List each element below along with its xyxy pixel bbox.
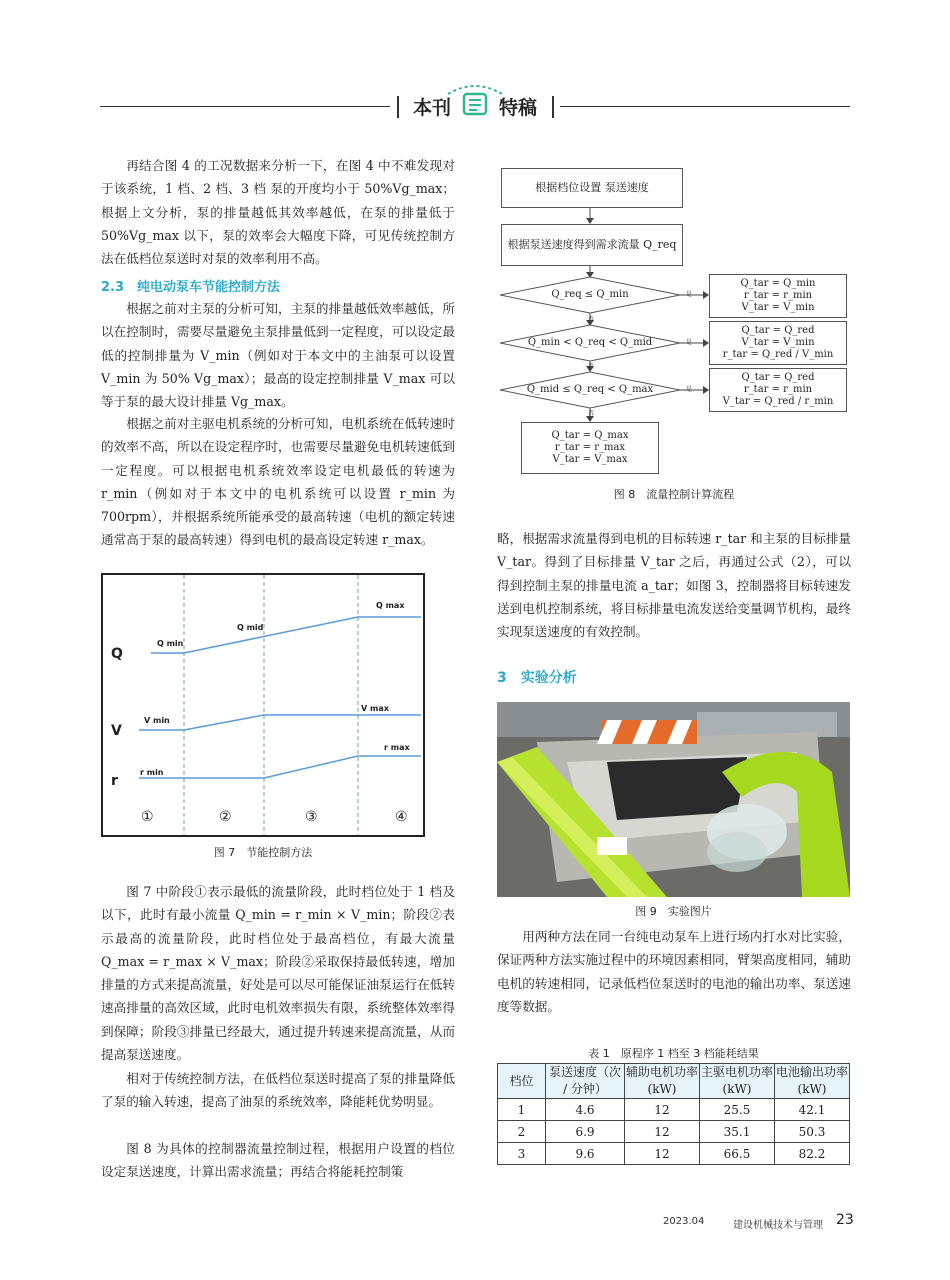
- left-paragraph-4: 图 7 中阶段①表示最低的流量阶段，此时档位处于 1 档及以下，此时有最小流量 Q_min = r_min × V_min；阶段②表示最高的流量阶段，此时档位处于最高档位，有最大流量 Q_max = r_max × V_max；阶段②采取保持最低转速，增加排量的方式来提高流量，好处是可以尽可能保证油泵运行在低转速高排量的高效区域，此时电机效率损失有限，系统整体效率得到保障；阶段③排量已经最大，通过提升转速来提高流量，从而提高泵送速度。: [101, 884, 455, 1063]
- fig7-label-qmid: Q mid: [237, 623, 264, 632]
- right-paragraph-1: 略，根据需求流量得到电机的目标转速 r_tar 和主泵的目标排量 V_tar。得到了目标排量 V_tar 之后，再通过公式（2），可以得到控制主泵的排量电流 a_tar；如图 3，控制器将目标转速发送到电机控制系统，将目标排量电流发送给变量调节机构，最终实现泵送速度的有效控制。: [497, 531, 851, 640]
- footer-issue: 2023.04: [663, 1216, 705, 1227]
- table-cell: 9.6: [546, 1143, 625, 1165]
- fig8-caption: 图 8 流量控制计算流程: [613, 488, 735, 501]
- page-number: 23: [836, 1212, 854, 1228]
- table-cell: 35.1: [700, 1121, 775, 1143]
- fig8-yes-2: 是: [686, 339, 693, 346]
- fig8-result-2: [709, 321, 847, 365]
- left-paragraph-5: 相对于传统控制方法，在低档位泵送时提高了泵的排量降低了泵的输入转速，提高了油泵的系统效率，降能耗优势明显。: [101, 1071, 455, 1110]
- fig8-yes-3: 是: [686, 386, 693, 393]
- header-left-text: 本刊: [413, 97, 452, 119]
- fig8-result-2-line-2: V_tar = V_min: [741, 337, 815, 348]
- table-cell: 82.2: [775, 1143, 850, 1165]
- fig9-photo-drawing: [497, 702, 850, 897]
- table-header-main-motor: 主驱电机功率(kW): [700, 1064, 775, 1099]
- fig8-no-3: 否: [588, 410, 595, 417]
- table-cell: 2: [498, 1121, 546, 1143]
- fig7-label-vmin: V min: [144, 716, 170, 725]
- right-paragraph-2: 用两种方法在同一台纯电动泵车上进行场内打水对比实验，保证两种方法实施过程中的环境因素相同，臂架高度相同，辅助电机的转速相同，记录低档位泵送时的电池的输出功率、泵送速度等数据。: [497, 929, 851, 1014]
- left-paragraph-6: 图 8 为具体的控制器流量控制过程，根据用户设置的档位设定泵送速度，计算出需求流量；再结合将能耗控制策: [101, 1141, 455, 1180]
- fig8-box-gear-speed: 根据档位设置 泵送速度: [501, 168, 683, 208]
- header-bar-left: [397, 96, 399, 118]
- fig7-axis-v: V: [111, 723, 122, 739]
- footer-journal: 建设机械技术与管理: [733, 1220, 823, 1231]
- fig8-result-4: [521, 422, 659, 474]
- table-row: [498, 1143, 850, 1165]
- fig8-decision-1: Q_req ≤ Q_min: [551, 289, 629, 300]
- table-cell: 12: [625, 1143, 700, 1165]
- fig8-result-2-line-1: Q_tar = Q_red: [741, 325, 815, 336]
- table-cell: 6.9: [546, 1121, 625, 1143]
- fig8-result-1-line-2: r_tar = r_min: [743, 290, 813, 301]
- table-1: [497, 1063, 850, 1165]
- fig8-result-1: [709, 274, 847, 318]
- header-right-text: 特稿: [499, 97, 538, 119]
- header-rule-left: [100, 106, 390, 107]
- table-cell: 50.3: [775, 1121, 850, 1143]
- table-cell: 12: [625, 1099, 700, 1121]
- table-header-gear: 档位: [498, 1064, 546, 1099]
- fig8-result-3: [709, 368, 847, 412]
- table-cell: 1: [498, 1099, 546, 1121]
- table-cell: 25.5: [700, 1099, 775, 1121]
- table-cell: 12: [625, 1121, 700, 1143]
- fig8-result-4-line-2: r_tar = r_max: [554, 442, 626, 453]
- fig8-result-4-line-3: V_tar = V_max: [552, 454, 628, 465]
- table-header-aux-motor: 辅助电机功率(kW): [625, 1064, 700, 1099]
- fig7-stage-1: ①: [141, 809, 154, 825]
- table-cell: 42.1: [775, 1099, 850, 1121]
- left-paragraph-3: 根据之前对主驱电机系统的分析可知，电机系统在低转速时的效率不高，所以在设定程序时，也需要尽量避免电机转速低到一定程度。可以根据电机系统效率设定电机最低的转速为 r_min（例如对于本文中的电机系统可以设置 r_min 为 700rpm），并根据系统所能承受的最高转速（电机的额定转速通常高于泵的最高转速）得到电机的最高设定转速 r_max。: [101, 416, 455, 548]
- fig7-stage-2: ②: [219, 809, 232, 825]
- table-header-pump-speed: 泵送速度（次 / 分钟）: [546, 1064, 625, 1099]
- fig8-result-1-line-1: Q_tar = Q_min: [740, 278, 816, 289]
- fig7-label-rmax: r max: [384, 743, 410, 752]
- fig7-label-qmax: Q max: [376, 601, 405, 610]
- section-3-heading: 3 实验分析: [497, 670, 577, 686]
- fig8-result-1-line-3: V_tar = V_min: [741, 302, 815, 313]
- left-paragraph-2: 根据之前对主泵的分析可知，主泵的排量越低效率越低，所以在控制时，需要尽量避免主泵排量低到一定程度，可以设定最低的控制排量为 V_min（例如对于本文中的主油泵可以设置 V_min 为 50% Vg_max）；最高的设定控制排量 V_max 可以等于泵的最大设计排量 Vg_max。: [101, 301, 455, 410]
- fig7-stage-3: ③: [305, 809, 318, 825]
- fig8-result-4-line-1: Q_tar = Q_max: [551, 430, 629, 441]
- fig8-yes-1: 是: [686, 291, 693, 298]
- fig7-axis-r: r: [111, 773, 118, 789]
- fig8-result-2-line-3: r_tar = Q_red / V_min: [722, 349, 834, 360]
- table-header-battery: 电池输出功率(kW): [775, 1064, 850, 1099]
- table-cell: 3: [498, 1143, 546, 1165]
- fig7-label-qmin: Q min: [157, 639, 184, 648]
- figure-7: [101, 573, 425, 837]
- table-row: [498, 1099, 850, 1121]
- figure-8: [498, 150, 850, 480]
- fig7-stage-4: ④: [395, 809, 408, 825]
- fig7-label-vmax: V max: [361, 704, 389, 713]
- fig8-decision-2: Q_min < Q_req < Q_mid: [527, 337, 653, 348]
- fig8-no-2: 否: [588, 363, 595, 370]
- section-2-3-heading: 2.3 纯电动泵车节能控制方法: [101, 280, 281, 295]
- fig7-caption: 图 7 节能控制方法: [213, 846, 313, 859]
- fig8-no-1: 否: [588, 316, 595, 323]
- fig8-decision-3: Q_mid ≤ Q_req < Q_max: [526, 384, 654, 395]
- left-paragraph-1: 再结合图 4 的工况数据来分析一下，在图 4 中不难发现对于该系统，1 档、2 档、3 档 泵的开度均小于 50%Vg_max；根据上文分析，泵的排量越低其效率越低，在泵的排量低于 50%Vg_max 以下，泵的效率会大幅度下降，可见传统控制方法在低档位泵送时对泵的效率利用不高。: [101, 158, 455, 267]
- table-cell: 4.6: [546, 1099, 625, 1121]
- fig9-photo: [497, 702, 850, 897]
- fig8-result-3-line-3: V_tar = Q_red / r_min: [722, 396, 834, 407]
- table-row: [498, 1121, 850, 1143]
- header-bar-right: [552, 96, 554, 118]
- fig9-caption: 图 9 实验图片: [635, 905, 712, 918]
- fig7-axis-q: Q: [111, 646, 123, 662]
- table-1-title: 表 1 原程序 1 档至 3 档能耗结果: [588, 1047, 759, 1060]
- fig8-result-3-line-1: Q_tar = Q_red: [741, 372, 815, 383]
- table-cell: 66.5: [700, 1143, 775, 1165]
- fig8-result-3-line-2: r_tar = r_min: [743, 384, 813, 395]
- fig8-box-required-flow: 根据泵送速度得到需求流量 Q_req: [501, 224, 683, 266]
- header-rule-right: [560, 106, 850, 107]
- fig7-label-rmin: r min: [140, 768, 164, 777]
